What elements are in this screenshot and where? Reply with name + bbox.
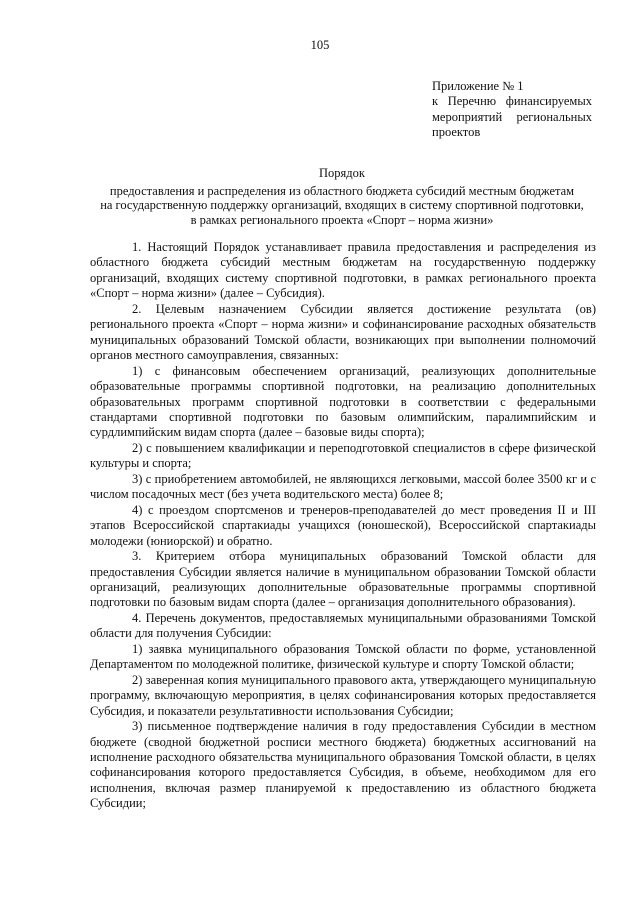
paragraph: 3) письменное подтверждение наличия в году предоставления Субсидии в местном бюджете (сводной бюджетной росписи местного бюджета) бюджетных ассигнований на исполнение расходного обязательства муниципального образования Томской области, в целях софинансирования которого предоставляется Субсидия, в объеме, необходимом для его исполнения, включая размер планируемой к предоставлению из областного бюджета Субсидии; [90, 719, 596, 811]
paragraph: 3. Критерием отбора муниципальных образований Томской области для предоставления Субсидии является наличие в муниципальном образовании Томской области организаций, реализующих дополнительные образовательные программы спортивной подготовки по базовым видам спорта (далее – организация дополнительного образования). [90, 549, 596, 610]
paragraph: 4) с проездом спортсменов и тренеров-преподавателей до мест проведения II и III этапов Всероссийской спартакиады учащихся (юношеской), Всероссийской спартакиады молодежи (юниорской) и обратно. [90, 502, 596, 548]
paragraph: 2. Целевым назначением Субсидии является достижение результата (ов) регионального проекта «Спорт – норма жизни» и софинансирование расходных обязательств муниципальных образований Томской области, возникающих при выполнении полномочий органов местного самоуправления, связанных: [90, 301, 596, 363]
appendix-title: Приложение № 1 [432, 79, 524, 93]
document-body [90, 240, 596, 812]
heading-line: предоставления и распределения из областного бюджета субсидий местным бюджетам [109, 183, 575, 198]
paragraph: 2) с повышением квалификации и переподготовкой специалистов в сфере физической культуры и спорта; [90, 440, 596, 471]
paragraph: 1) заявка муниципального образования Томской области по форме, установленной Департаментом по молодежной политике, физической культуре и спорту Томской области; [90, 641, 596, 672]
paragraph: 1) с финансовым обеспечением организаций, реализующих дополнительные образовательные программы спортивной подготовки, на реализацию дополнительных образовательных программ спортивной подготовки в соответствии с федеральными стандартами спортивной подготовки по базовым олимпийским, паралимпийским и сурдлимпийским видам спорта (далее – базовые виды спорта); [90, 363, 596, 440]
document-heading [88, 166, 596, 227]
heading-line: в рамках регионального проекта «Спорт – норма жизни» [190, 212, 494, 227]
appendix-reference: к Перечню финансируемых мероприятий региональных проектов [432, 94, 592, 140]
paragraph: 1. Настоящий Порядок устанавливает правила предоставления и распределения из областного бюджета субсидий местным бюджетам на государственную поддержку организаций, входящих систему спортивной подготовки, в рамках регионального проекта «Спорт – норма жизни» (далее – Субсидия). [90, 240, 596, 301]
paragraph: 3) с приобретением автомобилей, не являющихся легковыми, массой более 3500 кг и с числом посадочных мест (без учета водительского места) более 8; [90, 471, 596, 502]
heading-title: Порядок [319, 166, 365, 180]
paragraph: 4. Перечень документов, предоставляемых муниципальными образованиями Томской области для получения Субсидии: [90, 610, 596, 641]
paragraph: 2) заверенная копия муниципального правового акта, утверждающего муниципальную программу, включающую мероприятия, в целях софинансирования которых предоставляется Субсидия, и показатели результативности использования Субсидии; [90, 672, 596, 718]
appendix-block [432, 79, 592, 141]
page-number: 105 [310, 38, 330, 52]
heading-line: на государственную поддержку организаций, входящих в систему спортивной подготовки, [100, 198, 584, 213]
